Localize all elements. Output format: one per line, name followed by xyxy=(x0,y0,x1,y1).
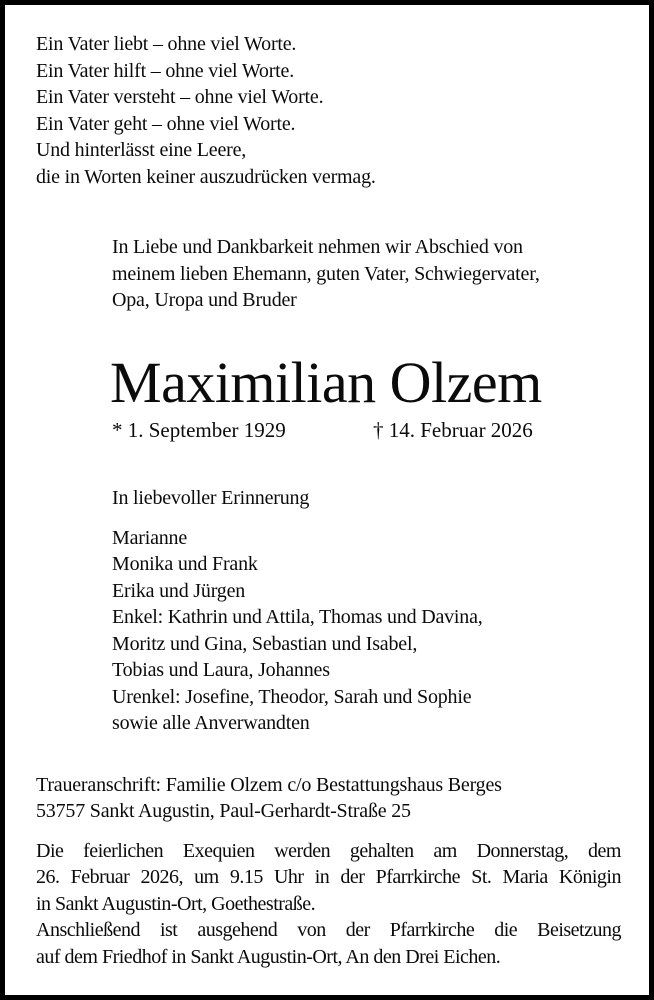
mourning-address-block xyxy=(36,772,621,825)
mourner-line: Moritz und Gina, Sebastian und Isabel, xyxy=(112,632,418,655)
mourner-line: Marianne xyxy=(112,526,188,549)
service-line: in Sankt Augustin-Ort, Goethestraße. xyxy=(36,892,316,915)
birth-date: * 1. September 1929 xyxy=(112,417,286,442)
death-date: † 14. Februar 2026 xyxy=(373,417,533,442)
service-line: auf dem Friedhof in Sankt Augustin-Ort, An den Drei Eichen. xyxy=(36,945,501,968)
service-line: 26. Februar 2026, um 9.15 Uhr in der Pfarrkirche St. Maria Königin xyxy=(36,866,621,888)
poem-line: Ein Vater hilft – ohne viel Worte. xyxy=(36,59,295,82)
poem-line: Ein Vater geht – ohne viel Worte. xyxy=(36,112,296,135)
funeral-service-block xyxy=(36,838,621,971)
service-line: Die feierlichen Exequien werden gehalten am Donnerstag, dem xyxy=(36,839,621,862)
service-line: Anschließend ist ausgehend von der Pfarrkirche die Beisetzung xyxy=(36,919,621,941)
poem-line: Ein Vater versteht – ohne viel Worte. xyxy=(36,86,324,108)
remembrance-text: In liebevoller Erinnerung xyxy=(112,487,310,509)
mourner-line: Tobias und Laura, Johannes xyxy=(112,659,330,681)
poem-line: Und hinterlässt eine Leere, xyxy=(36,139,247,161)
mourner-line: Urenkel: Josefine, Theodor, Sarah und Sophie xyxy=(112,685,472,708)
address-line: 53757 Sankt Augustin, Paul-Gerhardt-Straße 25 xyxy=(36,800,411,822)
mourner-line: Erika und Jürgen xyxy=(112,579,246,602)
intro-line: Opa, Uropa und Bruder xyxy=(112,289,297,311)
deceased-name: Maximilian Olzem xyxy=(110,349,542,415)
intro-line: In Liebe und Dankbarkeit nehmen wir Abschied von xyxy=(112,236,523,258)
poem-line: die in Worten keiner auszudrücken vermag. xyxy=(36,165,376,188)
mourner-line: Monika und Frank xyxy=(112,553,258,575)
poem-line: Ein Vater liebt – ohne viel Worte. xyxy=(36,33,297,55)
mourners-list xyxy=(112,525,621,737)
mourner-line: Enkel: Kathrin und Attila, Thomas und Davina, xyxy=(112,606,483,628)
address-line: Traueranschrift: Familie Olzem c/o Bestattungshaus Berges xyxy=(36,773,502,796)
intro-paragraph xyxy=(112,234,621,314)
intro-line: meinem lieben Ehemann, guten Vater, Schwiegervater, xyxy=(112,262,540,285)
poem xyxy=(36,31,621,190)
mourner-line: sowie alle Anverwandten xyxy=(112,712,310,734)
life-dates xyxy=(112,417,621,444)
